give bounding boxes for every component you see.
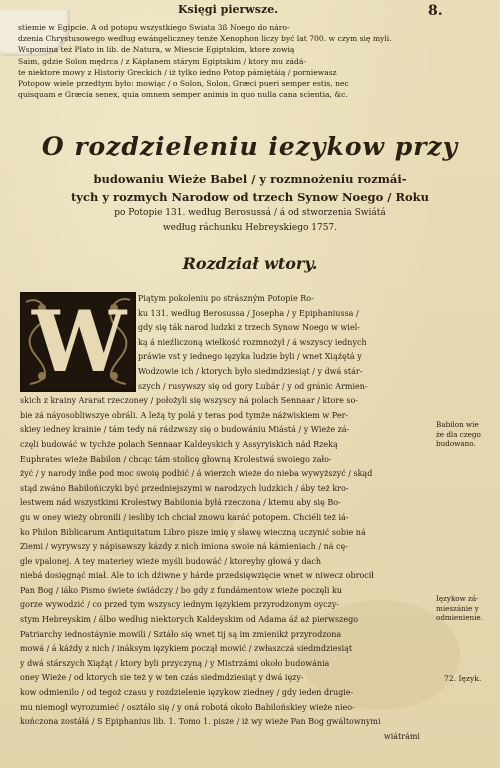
text-line: Potopow wiele przedtym było: mowiąc / o Solon, Solon, Græci pueri semper estis, nec (18, 79, 349, 89)
text-line: Pan Bog / iáko Pismo świete świádczy / bo gdy z fundámentow wieże poczęli ku (20, 585, 343, 595)
text-line: oney Wieże / od ktorych sie też y w ten czás siedmdziesiąt y dwá ięzy- (20, 673, 304, 683)
text-line: ką á nieźliczoną wielkość rozmnożył / á wszyscy iednych (138, 337, 367, 347)
text-line: częli budowáć w tychże polach Sennaar Kaldeyskich y Assyryiskich nád Rzeką (20, 439, 338, 449)
text-line: Wodzowie ich / ktorych było siedmdziesiąt / y dwá stár- (138, 366, 363, 376)
text-line: wiátrámi (383, 731, 420, 741)
text-line: bie zá náyosobliwszye obráli. A leżą ty polá y teras pod tymże náżwiskiem w Per- (20, 410, 349, 420)
subtitle-line: budowaniu Wieże Babel / y rozmnożeniu rozmái- (93, 172, 407, 186)
margin-note-72: 72. Ięzyk. (444, 674, 482, 683)
text-line: stym Hebreyskim / álbo według niektorych Kaldeyskim od Adama áź aż pierwszego (20, 615, 359, 625)
running-head: Księgi pierwsze. (178, 3, 279, 16)
text-line: Wspomina też Plato in lib. de Natura, w Miescie Egiptskim, ktore zowią (18, 45, 295, 55)
text-line: y dwá stárszych Xiąźąt / ktory byli przyczyną / y Mistrzámi około budowánia (20, 658, 330, 668)
text-line: práwie vst y iednego ięzyka ludzie byli / wnet Xiąźętá y (138, 352, 362, 362)
subtitle-line: po Potopie 131. według Berosussá / á od stworzenia Swiátá (114, 208, 386, 218)
text-line: dzenia Chrystusowego według ewángeliczney tenże Xenophon liczy być lat 700. w czym się myli. (18, 34, 392, 44)
text-line: Piątym pokoleniu po strászným Potopie Ro- (138, 294, 314, 303)
text-line: stiemie w Egipcie. A od potopu wszystkiego Swiata 3ß Noego do náro- (18, 23, 290, 32)
initial-letter: W (32, 292, 127, 391)
top-text-block (18, 22, 488, 100)
text-line: Ziemi / wyrywszy y nápisawszy kázdy z nich imiona swoie ná kámieniach / ná cę- (20, 542, 348, 552)
margin-note-iezyk (436, 594, 483, 623)
subtitle-line: tych y rozmych Narodow od trzech Synow Noego / Roku (70, 190, 430, 204)
text-line: szych / rusywszy się od gory Lubár / y od gránic Armien- (138, 381, 368, 391)
text-line: mowá / á káżdy z nich / ináksym ięzykiem począł mowić / zwłaszczá siedmdziesiąt (20, 644, 353, 654)
note-line: mieszánie y (436, 603, 479, 613)
text-line: skich z krainy Ararat rzeczoney / położyli się wszyscy ná polach Sennaar / ktore so- (20, 396, 359, 406)
note-line: odmienienie. (436, 613, 483, 622)
text-line: Saim, gdzie Solon mędrca / z Kápłanem stárym Egiptskim / ktory mu zádá- (18, 56, 306, 66)
text-line: lestwem nád wszystkimi Krolestwy Babilonia byłá rzeczona / ktemu aby się Bo- (20, 498, 341, 508)
text-line: ku 131. według Berosussa / Josepha / y Epiphaniussa / (138, 308, 359, 318)
body-text (20, 292, 430, 744)
chapter-heading: O rozdzieleniu iezykow przy (41, 132, 459, 161)
subtitle-line: według ráchunku Hebreyskiego 1757. (162, 223, 338, 233)
text-line: mu niemogł wyrozumieć / osztáło się / y oná robotá około Babilońskiey wieże nieo- (20, 702, 355, 712)
note-line: budowano. (436, 439, 476, 448)
chapter-label: Rozdział wtory. (182, 254, 318, 273)
chapter-subtitle (30, 170, 470, 236)
text-line: gu w oney wieży obronili / iesliby ich chciał znowu karáć potopem. Chciéli też iá- (20, 512, 349, 522)
note-line: Babilon wie (436, 420, 479, 429)
page-number: 8. (428, 3, 443, 19)
text-line: stąd zwáno Babilońiczyki być przedniejszymi w narodzych ludzkich / áby też kro- (20, 483, 349, 493)
note-line: że dla czego (436, 429, 481, 439)
text-line: kończona zostáłá / S Epiphanius lib. 1. Tomo 1. pisze / iż wy wieże Pan Bog gwáltownymi (20, 717, 381, 727)
margin-note-babilon (436, 420, 481, 449)
text-line: gorze wywodzić / co przed tym wszyscy iednym ięzykiem przyrodzonym oyczy- (20, 600, 340, 610)
page-header (0, 3, 500, 21)
text-line: ko Philon Biblicarum Antiquitatum Libro pisze imię y sławę wieczną uczynić sobie ná (20, 527, 366, 537)
note-line: Ięzykow zá- (436, 594, 479, 603)
text-line: te niektore mowy z Historiy Greckich / iż tylko iedno Potop pámiętáią / porniewasz (18, 67, 337, 77)
text-line: gle vpalonej. A tey materiey wieże myśli budowáć / ktoreyby głowá y dach (20, 556, 322, 566)
text-line: gdy się ták narod ludzki z trzech Synow Noego w wiel- (138, 323, 360, 333)
text-line: quisquam e Græcia senex, quia omnem semper animis in quo nulla cana scientia, &c. (18, 90, 348, 100)
text-line: żyć / y narody inße pod moc swoię podbić / á wierzch wieże do nieba wywyższyć / skąd (20, 469, 373, 479)
text-line: Patriarchy iednostáynie mowili / Sztáło się wnet tij są im zmienikż przyrodzona (20, 629, 342, 639)
text-line: kow odmienilo / od tegoż czasu y rozdzielenie ięzykow ziedney / gdy ieden drugie- (20, 688, 354, 698)
text-line: niebá dosięgnąć miał. Ale to ich dźiwne y hárde przedsięwzięcie wnet w niwecz obrocił (20, 571, 374, 581)
text-line: skiey iedney krainie / tám tedy ná rádzwszy się o budowániu Miástá / y Wieże zá- (20, 425, 350, 435)
text-line: Euphrates wieże Babilon / chcąc tám stolicę głowną Krolestwá swoiego zało- (20, 454, 332, 464)
